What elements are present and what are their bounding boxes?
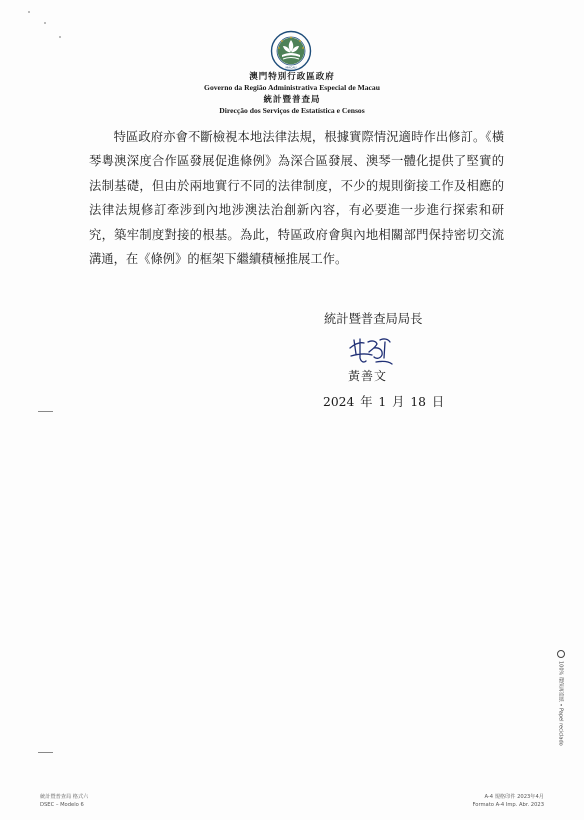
recycled-paper-text: 100% 環保再造紙 • Papel reciclado <box>557 661 564 746</box>
letter-body <box>89 125 504 271</box>
government-name-pt: Governo da Região Administrativa Especial de Macau <box>204 83 380 92</box>
department-name-pt: Direcção dos Serviços de Estatística e Censos <box>219 106 365 115</box>
letter-date: 2024 年 1 月 18 日 <box>323 395 445 409</box>
footer-form-code-zh: 統計暨普查局 格式六 <box>40 794 89 800</box>
scan-speck <box>59 36 61 38</box>
signatory-name: 黃善文 <box>348 369 388 383</box>
fold-mark-lower <box>38 752 53 753</box>
recycled-paper-note <box>557 650 565 746</box>
government-name-zh: 澳門特別行政區政府 <box>249 72 335 82</box>
body-paragraph: 特區政府亦會不斷檢視本地法律法規，根據實際情況適時作出修訂。《橫琴粵澳深度合作區發展促進條例》為深合區發展、澳琴一體化提供了堅實的法制基礎，但由於兩地實行不同的法律制度，不少的規則銜接工作及相應的法律法規修訂牽涉到內地涉澳法治創新內容，有必要進一步進行探索和研究，築牢制度對接的根基。為此，特區政府會與內地相關部門保持密切交流溝通，在《條例》的框架下繼續積極推展工作。 <box>89 130 504 267</box>
department-name-zh: 統計暨普查局 <box>263 95 321 105</box>
signatory-title: 統計暨普查局局長 <box>324 312 423 326</box>
scan-speck <box>28 11 30 13</box>
footer-form-code-pt: DSEC – Modelo 6 <box>40 801 84 808</box>
fold-mark-upper <box>38 411 53 412</box>
scan-speck <box>44 22 46 24</box>
svg-text:MACAU: MACAU <box>285 65 297 70</box>
handwritten-signature-icon <box>346 334 394 368</box>
macau-emblem-icon <box>270 30 312 72</box>
footer-print-info <box>470 794 544 809</box>
footer-print-info-zh: A-4 規格印件 2023年4月 <box>484 794 544 800</box>
footer-print-info-pt: Formato A-4 Imp. Abr. 2023 <box>472 801 544 808</box>
footer-form-code <box>40 794 88 809</box>
recycle-icon <box>557 650 565 658</box>
